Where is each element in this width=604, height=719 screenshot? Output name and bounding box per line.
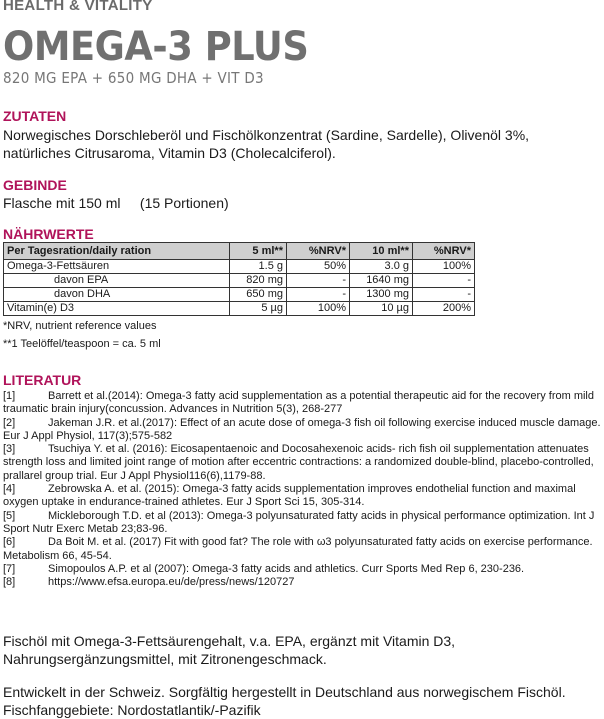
column-header: %NRV*: [287, 243, 350, 260]
table-row: [4, 260, 475, 274]
table-cell: 1640 mg: [350, 274, 413, 288]
citation-text: Simopoulos A.P. et al (2007): Omega-3 fatty acids and athletics. Curr Sports Med Rep 6, 230-236.: [48, 562, 525, 575]
gebinde-heading: GEBINDE: [3, 177, 67, 193]
product-subtitle: 820 MG EPA + 650 MG DHA + VIT D3: [3, 69, 264, 87]
brand-line: HEALTH & VITALITY: [3, 0, 153, 14]
table-cell: 1.5 g: [230, 260, 287, 274]
table-cell: -: [287, 274, 350, 288]
table-cell: 5 µg: [230, 302, 287, 316]
citation-link: https://www.efsa.europa.eu/de/press/news/120727: [48, 576, 295, 589]
nrv-note: *NRV, nutrient reference values: [3, 320, 157, 332]
table-cell: 1300 mg: [350, 288, 413, 302]
table-row: [4, 302, 475, 316]
table-header-row: [4, 243, 475, 260]
column-header: 5 ml**: [230, 243, 287, 260]
table-cell: Vitamin(e) D3: [4, 302, 230, 316]
citation-number: [1]: [3, 390, 16, 402]
product-description: Fischöl mit Omega-3-Fettsäurengehalt, v.a. EPA, ergänzt mit Vitamin D3, Nahrungsergänzungsmittel, mit Zitronengeschmack.: [3, 633, 456, 667]
list-item: [3, 536, 603, 563]
citation-number: [5]: [3, 509, 16, 522]
zutaten-text: Norwegisches Dorschleberöl und Fischölkonzentrat (Sardine, Sardelle), Olivenöl 3%, natürliches Citrusaroma, Vitamin D3 (Cholecalciferol).: [3, 127, 530, 161]
naehrwerte-heading: NÄHRWERTE: [3, 226, 94, 242]
literatur-heading: LITERATUR: [3, 372, 82, 388]
citation-number: [4]: [3, 483, 16, 496]
table-cell: davon DHA: [4, 288, 230, 302]
nutrition-table: [3, 242, 475, 316]
zutaten-heading: ZUTATEN: [3, 108, 67, 124]
table-cell: 50%: [287, 260, 350, 274]
citation-text: Mickleborough T.D. et al (2013): Omega-3 polyunsaturated fatty acids in physical performance optimization. Int J Sport Nutr Exerc Metab 23;83-96.: [3, 509, 595, 535]
citation-text: Zebrowska A. et al. (2015): Omega-3 fatty acids supplementation improves endothelial function and maximal oxygen uptake in endurance-trained athletes. Eur J Sport Sci 15, 305-314.: [3, 483, 576, 509]
table-row: [4, 274, 475, 288]
literature-list: [3, 390, 603, 589]
list-item: [3, 563, 603, 576]
table-cell: Omega-3-Fettsäuren: [4, 260, 230, 274]
table-cell: 100%: [287, 302, 350, 316]
citation-text: Jakeman J.R. et al.(2017): Effect of an acute dose of omega-3 fish oil following exercise induced muscle damage. Eur J Appl Physiol, 117(3);575-582: [3, 416, 601, 442]
list-item: [3, 443, 603, 483]
column-header: 10 ml**: [350, 243, 413, 260]
citation-number: [2]: [3, 416, 16, 429]
table-cell: 10 µg: [350, 302, 413, 316]
citation-text: Da Boit M. et al. (2017) Fit with good fat? The role with ω3 polyunsaturated fatty acids on exercise performance. Metabolism 66, 45-54.: [3, 536, 593, 562]
column-header: %NRV*: [413, 243, 475, 260]
table-cell: 100%: [413, 260, 475, 274]
table-cell: 3.0 g: [350, 260, 413, 274]
table-cell: -: [413, 288, 475, 302]
list-item: [3, 417, 603, 444]
table-cell: -: [287, 288, 350, 302]
table-cell: 820 mg: [230, 274, 287, 288]
citation-number: [8]: [3, 576, 16, 589]
list-item: [3, 390, 603, 417]
table-cell: 650 mg: [230, 288, 287, 302]
citation-text: Tsuchiya Y. et al. (2016): Eicosapentaenoic and Docosahexenoic acids- rich fish oil supplementation attenuates strength loss and limited joint range of motion after eccentric contractions: a randomized double-blind, placebo-controlled, prallarel group trial. Eur J Appl Physiol116(6),1179-88.: [3, 443, 594, 482]
list-item: [3, 576, 603, 589]
table-cell: -: [413, 274, 475, 288]
gebinde-text: Flasche mit 150 ml (15 Portionen): [3, 195, 229, 211]
list-item: [3, 483, 603, 510]
citation-number: [3]: [3, 443, 16, 456]
citation-number: [7]: [3, 562, 16, 575]
list-item: [3, 510, 603, 537]
teaspoon-note: **1 Teelöffel/teaspoon = ca. 5 ml: [3, 338, 161, 350]
table-cell: 200%: [413, 302, 475, 316]
column-header: Per Tagesration/daily ration: [4, 243, 230, 260]
citation-number: [6]: [3, 536, 16, 549]
origin-text: Entwickelt in der Schweiz. Sorgfältig hergestellt in Deutschland aus norwegischem Fischöl. Fischfanggebiete: Nordostatlantik/-Pazifik: [3, 684, 566, 718]
table-row: [4, 288, 475, 302]
citation-text: Barrett et al.(2014): Omega-3 fatty acid supplementation as a potential therapeutic aid for the recovery from mild traumatic brain injury(concussion. Advances in Nutrition 5(3), 268-277: [3, 390, 594, 416]
product-title: OMEGA-3 PLUS: [3, 24, 309, 70]
table-cell: davon EPA: [4, 274, 230, 288]
